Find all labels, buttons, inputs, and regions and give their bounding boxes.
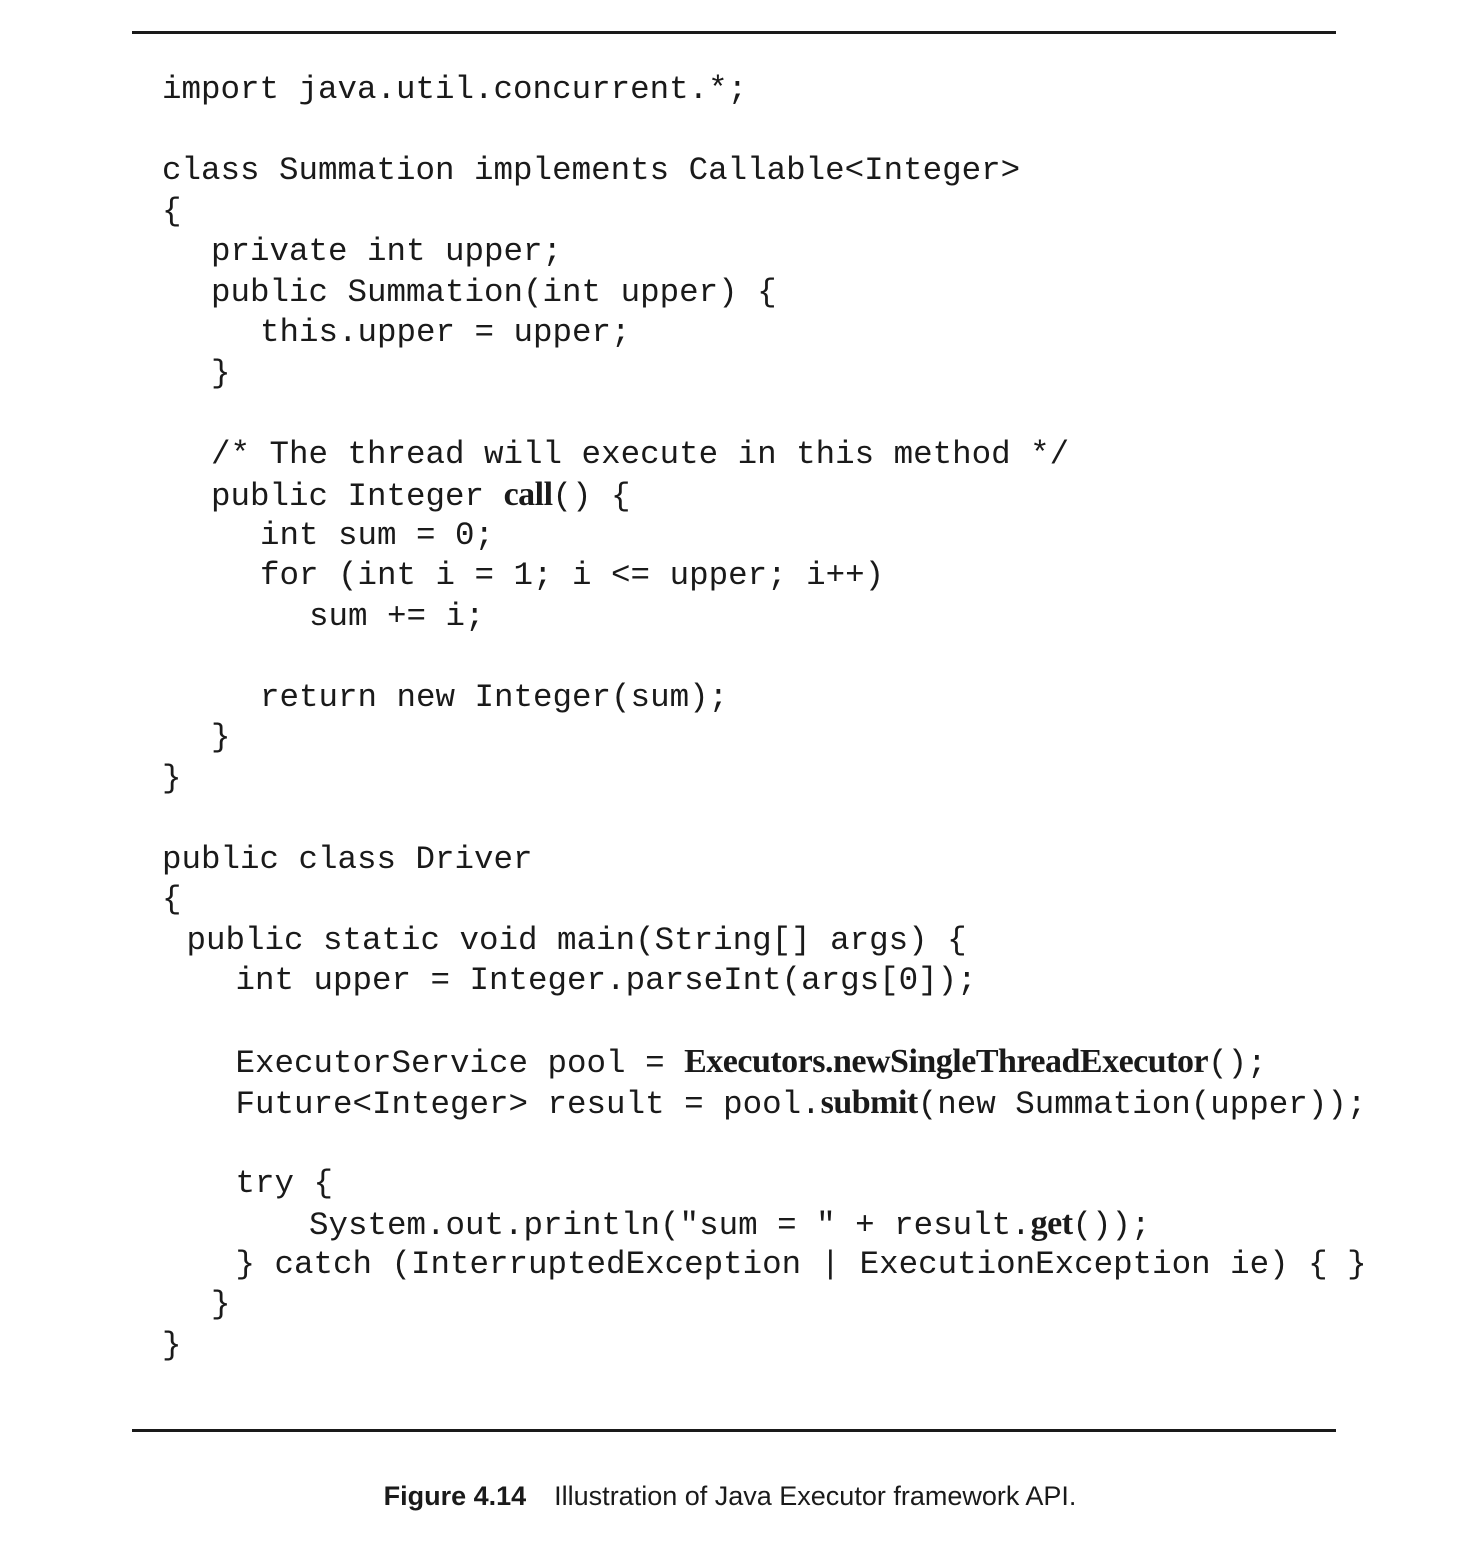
- code-text: sum += i;: [309, 597, 485, 635]
- code-line: [260, 556, 884, 597]
- code-line: [162, 192, 182, 233]
- code-text: public Summation(int upper) {: [211, 273, 777, 311]
- code-line: [236, 1083, 1367, 1124]
- code-text: }: [211, 1286, 231, 1323]
- code-text: {: [162, 192, 182, 230]
- code-text: this.upper = upper;: [260, 314, 631, 351]
- code-text: }: [211, 354, 231, 392]
- code-text: System.out.println("sum = " + result.: [309, 1207, 1031, 1244]
- code-line: [211, 435, 1069, 476]
- bottom-rule: [132, 1429, 1336, 1432]
- code-emphasis: get: [1030, 1205, 1073, 1242]
- code-line: [309, 1204, 1151, 1245]
- code-text: int upper = Integer.parseInt(args[0]);: [235, 962, 977, 999]
- code-text: }: [162, 759, 182, 797]
- code-line: [162, 880, 182, 921]
- figure-label: Figure 4.14: [383, 1481, 527, 1511]
- code-text: /* The thread will execute in this method */: [211, 435, 1070, 473]
- code-line: [187, 921, 967, 962]
- code-line: [260, 313, 631, 354]
- code-line: [309, 597, 485, 638]
- code-text: }: [211, 719, 231, 756]
- code-line: [162, 70, 747, 111]
- code-text: for (int i = 1; i <= upper; i++): [260, 557, 885, 594]
- code-text: return new Integer(sum);: [260, 678, 729, 716]
- code-line: [162, 1326, 182, 1367]
- code-line: [162, 840, 533, 881]
- code-text: public class Driver: [162, 840, 533, 878]
- code-line: [211, 273, 777, 314]
- code-text: Future<Integer> result = pool.: [235, 1085, 821, 1123]
- code-text: }: [162, 1326, 182, 1364]
- code-text: (new Summation(upper));: [917, 1085, 1367, 1123]
- code-text: public static void main(String[] args) {: [186, 921, 967, 959]
- code-line: [236, 1042, 1267, 1083]
- code-emphasis: submit: [820, 1083, 918, 1121]
- code-text: private int upper;: [211, 233, 563, 270]
- top-rule: [132, 31, 1336, 34]
- code-emphasis: Executors.newSingleThreadExecutor: [684, 1043, 1209, 1080]
- code-line: [211, 232, 562, 273]
- code-line: [260, 678, 728, 719]
- code-text: int sum = 0;: [260, 516, 495, 554]
- code-text: } catch (InterruptedException | ExecutionException ie) { }: [235, 1245, 1367, 1283]
- code-line: [211, 354, 231, 395]
- code-line: [211, 1285, 231, 1326]
- code-emphasis: call: [503, 476, 553, 513]
- code-text: try {: [235, 1164, 334, 1202]
- code-text: public Integer: [211, 478, 504, 515]
- code-line: [260, 516, 494, 557]
- code-line: [211, 718, 231, 759]
- code-text: class Summation implements Callable<Integer>: [162, 152, 1021, 189]
- code-text: ());: [1072, 1207, 1151, 1244]
- code-line: [211, 475, 631, 516]
- code-line: [162, 151, 1020, 192]
- code-text: ExecutorService pool =: [235, 1045, 685, 1082]
- figure-caption: [0, 1481, 1460, 1512]
- code-text: () {: [552, 478, 631, 515]
- code-line: [162, 759, 182, 800]
- code-text: {: [162, 881, 182, 918]
- code-text: import java.util.concurrent.*;: [162, 71, 748, 108]
- code-line: [236, 961, 977, 1002]
- figure-caption-text: Illustration of Java Executor framework API.: [554, 1481, 1077, 1511]
- code-line: [236, 1245, 1367, 1286]
- code-text: ();: [1208, 1045, 1267, 1082]
- code-line: [236, 1164, 334, 1205]
